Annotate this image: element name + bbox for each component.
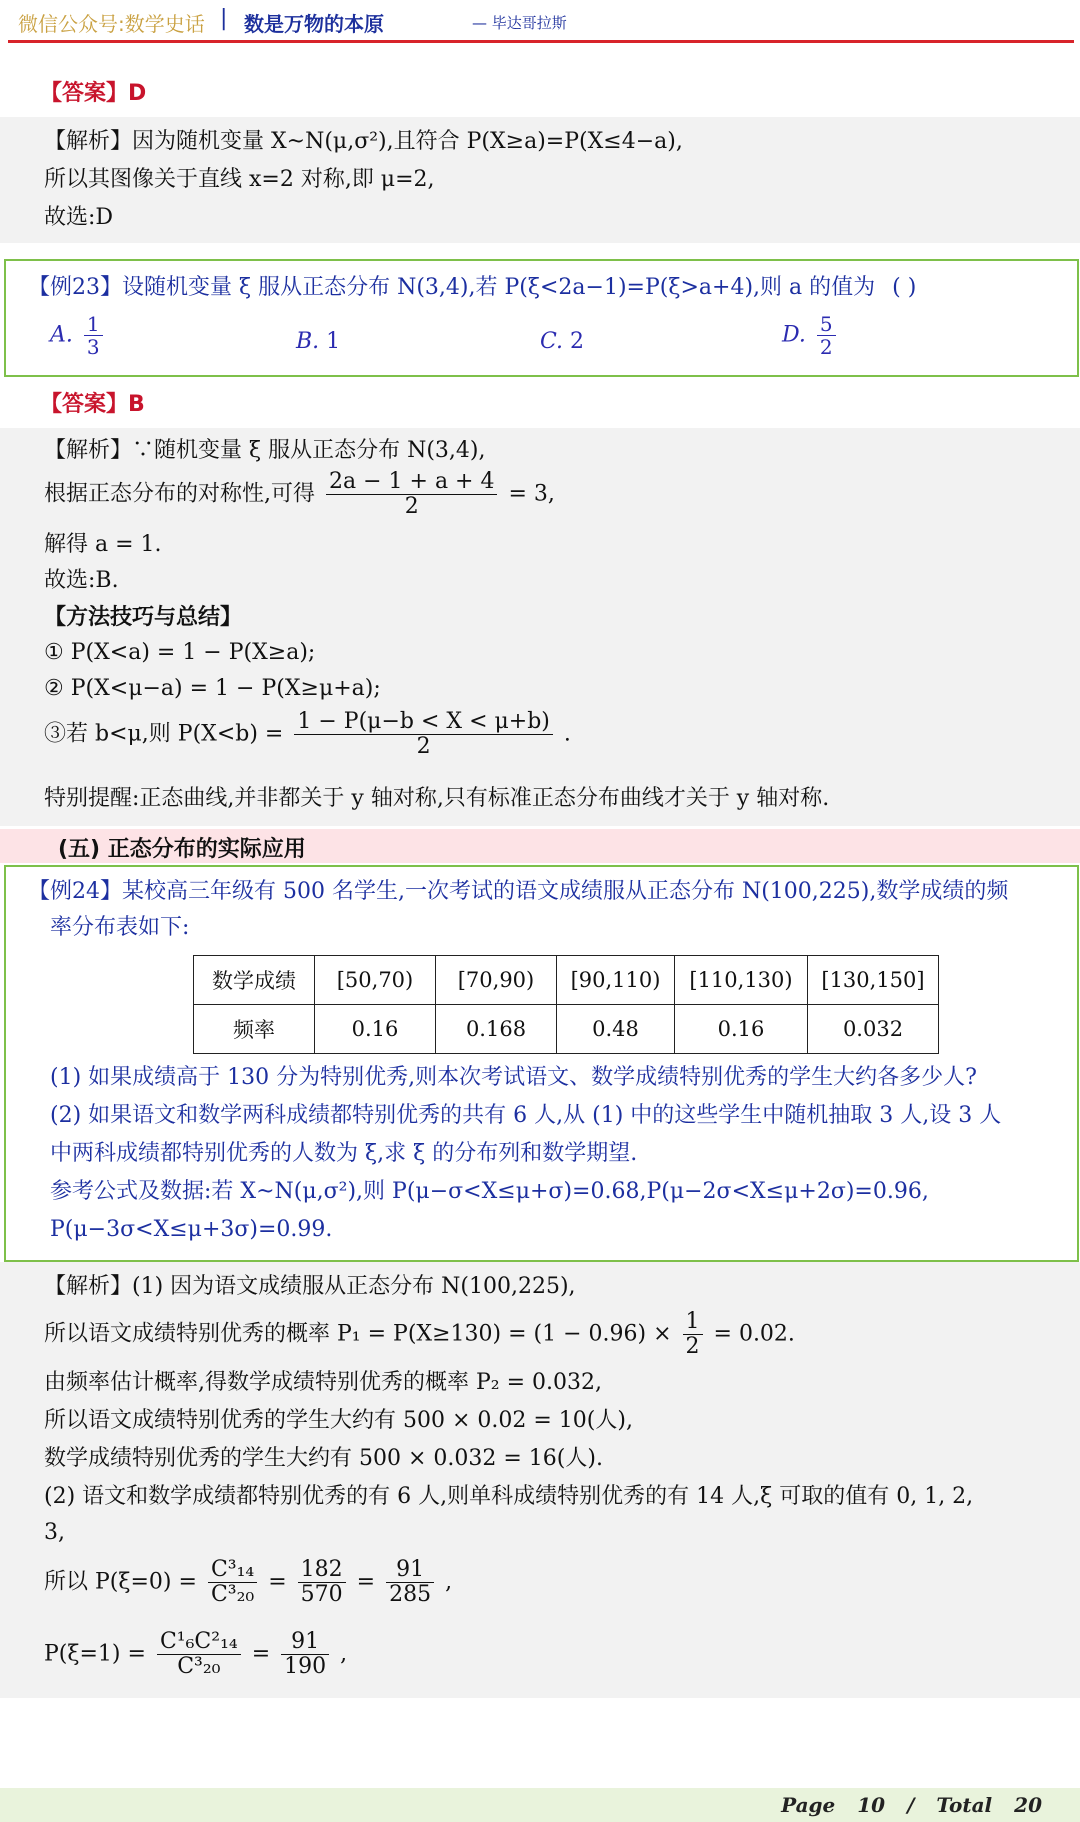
page-footer: [0, 1788, 1080, 1822]
example-24-question: 率分布表如下:: [50, 915, 190, 940]
table-header-row: [194, 956, 939, 1005]
table-header-cell: [130,150]: [808, 956, 939, 1005]
table-header-cell: 数学成绩: [194, 956, 315, 1005]
option-a: A. $\frac{1}{3}$: [50, 313, 107, 358]
method-line: ① P(X<a) = 1 − P(X≥a);: [44, 640, 316, 665]
example-24-part-1: (1) 如果成绩高于 130 分为特别优秀,则本次考试语文、数学成绩特别优秀的学生大约各多少人?: [50, 1065, 977, 1090]
example-23-question: 【例23】设随机变量 ξ 服从正态分布 N(3,4),若 P(ξ<2a−1)=P(ξ>a+4),则 a 的值为 ( ): [28, 275, 917, 300]
analysis-block-24: [0, 1262, 1080, 1698]
page-indicator: Page 10 / Total 20: [781, 1793, 1042, 1817]
header-source: 微信公众号:数学史话: [18, 12, 205, 36]
analysis-line: 数学成绩特别优秀的学生大约有 500 × 0.032 = 16(人).: [44, 1446, 603, 1471]
analysis-line: 故选:D: [44, 205, 114, 230]
answer-blank: ( ): [892, 275, 917, 300]
table-header-cell: [90,110): [557, 956, 675, 1005]
table-header-cell: [50,70): [315, 956, 436, 1005]
example-24-part-2: (2) 如果语文和数学两科成绩都特别优秀的共有 6 人,从 (1) 中的这些学生中随机抽取 3 人,设 3 人: [50, 1103, 1002, 1128]
analysis-line: 故选:B.: [44, 568, 119, 593]
option-b: B. 1: [296, 329, 341, 354]
page-header: [8, 0, 1074, 43]
analysis-line: 【解析】因为随机变量 X~N(μ,σ²),且符合 P(X≥a)=P(X≤4−a),: [44, 129, 683, 154]
example-23-box: [4, 259, 1079, 377]
option-c: C. 2: [540, 329, 585, 354]
table-header-cell: [110,130): [675, 956, 808, 1005]
analysis-line: P(ξ=1) = $\frac{\text{C¹₆C²₁₄}}{\text{C³₂₀}}$ = $\frac{91}{190}$ ,: [44, 1629, 348, 1679]
example-24-box: [4, 865, 1079, 1262]
table-header-cell: [70,90): [436, 956, 557, 1005]
method-title: 【方法技巧与总结】: [44, 604, 243, 630]
example-24-question: 【例24】某校高三年级有 500 名学生,一次考试的语文成绩服从正态分布 N(100,225),数学成绩的频: [28, 879, 1009, 904]
section-band: [0, 829, 1080, 863]
example-24-reference: P(μ−3σ<X≤μ+3σ)=0.99.: [50, 1217, 333, 1242]
analysis-block-1: [0, 117, 1080, 243]
answer-label: 【答案】B: [40, 392, 145, 417]
table-cell: 频率: [194, 1005, 315, 1054]
method-note: 特别提醒:正态曲线,并非都关于 y 轴对称,只有标准正态分布曲线才关于 y 轴对称.: [44, 786, 830, 811]
analysis-line: 【解析】(1) 因为语文成绩服从正态分布 N(100,225),: [44, 1274, 576, 1299]
table-cell: 0.48: [557, 1005, 675, 1054]
analysis-line: 解得 a = 1.: [44, 532, 162, 557]
analysis-line: (2) 语文和数学成绩都特别优秀的有 6 人,则单科成绩特别优秀的有 14 人,ξ 可取的值有 0, 1, 2,: [44, 1484, 974, 1509]
table-cell: 0.168: [436, 1005, 557, 1054]
header-separator: |: [220, 6, 228, 31]
header-author: — 毕达哥拉斯: [472, 14, 567, 32]
frequency-table: [193, 955, 939, 1054]
header-motto: 数是万物的本原: [244, 12, 384, 36]
analysis-block-23: [0, 428, 1080, 826]
analysis-line: 所以 P(ξ=0) = $\frac{\text{C³₁₄}}{\text{C³₂₀}}$ = $\frac{182}{570}$ = $\frac{91}{285}$ ,: [44, 1557, 453, 1607]
table-cell: 0.16: [315, 1005, 436, 1054]
analysis-line: 所以语文成绩特别优秀的概率 P₁ = P(X≥130) = (1 − 0.96) × $\frac{1}{2}$ = 0.02.: [44, 1309, 795, 1359]
analysis-line: 所以其图像关于直线 x=2 对称,即 μ=2,: [44, 167, 435, 192]
example-24-reference: 参考公式及数据:若 X~N(μ,σ²),则 P(μ−σ<X≤μ+σ)=0.68,P(μ−2σ<X≤μ+2σ)=0.96,: [50, 1179, 929, 1204]
table-cell: 0.16: [675, 1005, 808, 1054]
analysis-line: 由频率估计概率,得数学成绩特别优秀的概率 P₂ = 0.032,: [44, 1370, 603, 1395]
analysis-line: 根据正态分布的对称性,可得 $\frac{2a - 1 + a + 4}{2}$ = 3,: [44, 469, 555, 519]
method-line: ③若 b<μ,则 P(X<b) = $\frac{1 - P(\mu-b < X < \mu+b)}{2}$ .: [44, 709, 571, 759]
table-row: [194, 1005, 939, 1054]
table-cell: 0.032: [808, 1005, 939, 1054]
answer-label: 【答案】D: [40, 81, 147, 106]
method-line: ② P(X<μ−a) = 1 − P(X≥μ+a);: [44, 676, 381, 701]
analysis-line: 【解析】∵随机变量 ξ 服从正态分布 N(3,4),: [44, 438, 486, 463]
analysis-line: 所以语文成绩特别优秀的学生大约有 500 × 0.02 = 10(人),: [44, 1408, 633, 1433]
analysis-line: 3,: [44, 1520, 65, 1545]
section-title: (五) 正态分布的实际应用: [58, 837, 306, 862]
example-24-part-2: 中两科成绩都特别优秀的人数为 ξ,求 ξ 的分布列和数学期望.: [50, 1141, 638, 1166]
option-d: D. $\frac{5}{2}$: [782, 313, 840, 358]
